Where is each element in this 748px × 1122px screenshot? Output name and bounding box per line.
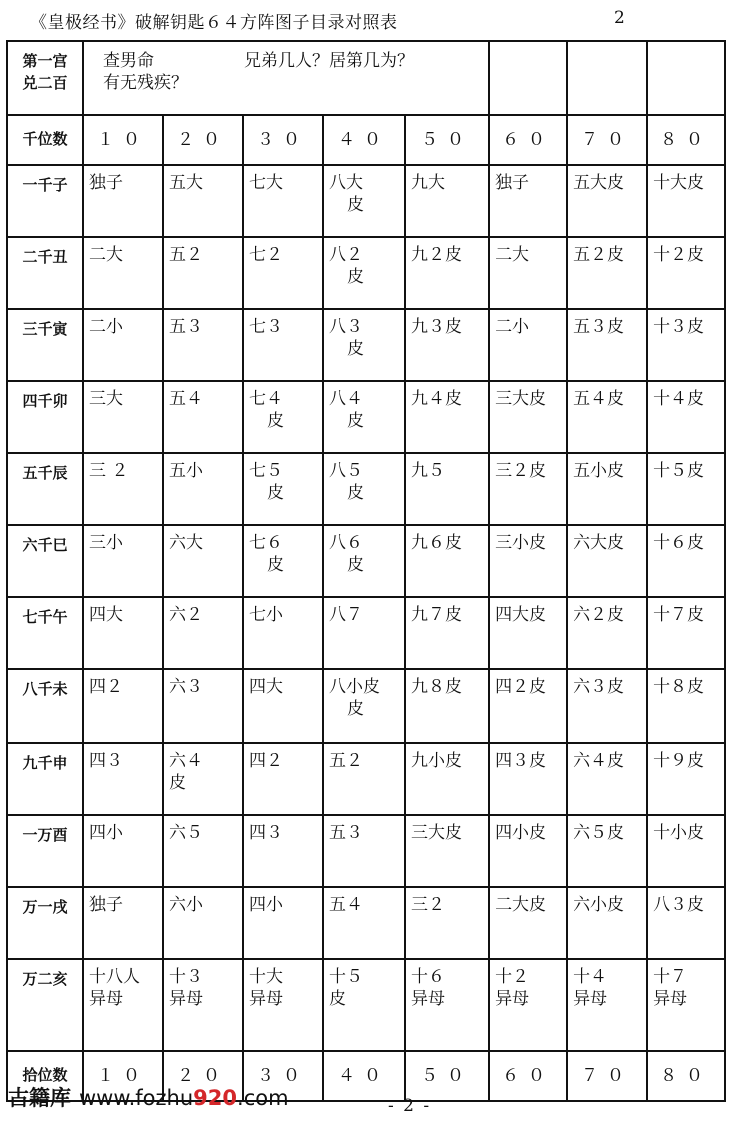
row-label: 八千未 <box>7 669 83 743</box>
cell-line: 四小 <box>89 823 123 843</box>
cell-line: 九６皮 <box>411 533 462 553</box>
cell-line: 五３ <box>329 823 363 843</box>
cell-line: 二大 <box>89 245 123 265</box>
grid-cell <box>323 597 405 669</box>
grid-cell <box>647 381 725 453</box>
page-number-top: 2 <box>614 8 625 28</box>
cell-line: 十４皮 <box>653 389 705 409</box>
cell-line: 十８皮 <box>653 677 705 697</box>
cell-line: 六３皮 <box>573 677 625 697</box>
grid-cell <box>243 525 323 597</box>
cell-line: 十４ <box>573 967 608 987</box>
grid-cell <box>647 743 725 815</box>
grid-cell <box>163 887 243 959</box>
row-label: 六千巳 <box>7 525 83 597</box>
grid-cell <box>489 887 567 959</box>
row-label: 三千寅 <box>7 309 83 381</box>
cell-line: 五３皮 <box>573 317 625 337</box>
cell-line: 十７ <box>653 967 688 987</box>
grid-row <box>7 959 725 1051</box>
scale-value: ５０ <box>405 115 489 165</box>
cell-line: 二大皮 <box>495 895 547 915</box>
cell-line: 十６皮 <box>653 533 705 553</box>
row-label: 四千卯 <box>7 381 83 453</box>
watermark-url-number: 920 <box>193 1086 238 1110</box>
watermark-url-prefix: www.fozhu <box>79 1086 194 1110</box>
grid-cell <box>323 743 405 815</box>
grid-cell <box>647 165 725 237</box>
grid-cell <box>647 525 725 597</box>
question-siblings: 兄弟几人？居第几为？ <box>244 51 414 71</box>
grid-cell <box>243 887 323 959</box>
grid-row <box>7 381 725 453</box>
scale-value: ４０ <box>323 115 405 165</box>
cell-line: 皮 <box>347 411 364 431</box>
row-label: 七千午 <box>7 597 83 669</box>
grid-cell <box>243 815 323 887</box>
grid-cell <box>647 959 725 1051</box>
cell-line: 四小 <box>249 895 283 915</box>
cell-line: 十５皮 <box>653 461 705 481</box>
cell-line: 皮 <box>329 989 346 1009</box>
grid-row <box>7 815 725 887</box>
cell-line: 异母 <box>89 989 123 1009</box>
cell-line: 异母 <box>573 989 608 1009</box>
grid-cell <box>83 237 163 309</box>
cell-line: 六小 <box>169 895 203 915</box>
row-label: 九千申 <box>7 743 83 815</box>
cell-line: 三大皮 <box>411 823 462 843</box>
cell-line: 五小皮 <box>573 461 625 481</box>
cell-line: 五２皮 <box>573 245 625 265</box>
grid-cell <box>489 743 567 815</box>
grid-cell <box>567 525 647 597</box>
cell-line: 六小皮 <box>573 895 625 915</box>
cell-line: 七大 <box>249 173 283 193</box>
grid-cell <box>405 669 489 743</box>
grid-cell <box>567 669 647 743</box>
page-number-bottom: - 2 - <box>388 1096 432 1116</box>
cell-line: 异母 <box>249 989 283 1009</box>
grid-cell <box>323 815 405 887</box>
cell-line: 二大 <box>495 245 530 265</box>
cell-line: 三小皮 <box>495 533 547 553</box>
site-watermark <box>8 1082 289 1112</box>
cell-line: 九４皮 <box>411 389 462 409</box>
cell-line: 六２皮 <box>573 605 625 625</box>
grid-cell <box>83 381 163 453</box>
grid-cell <box>405 453 489 525</box>
cell-line: 十７皮 <box>653 605 705 625</box>
grid-cell <box>323 381 405 453</box>
scale-value: ８０ <box>647 1051 725 1101</box>
grid-cell <box>489 669 567 743</box>
scale-value: ７０ <box>567 1051 647 1101</box>
cell-line: 八４ <box>329 389 363 409</box>
cell-line: 十９皮 <box>653 751 705 771</box>
grid-cell <box>567 815 647 887</box>
grid-cell <box>323 309 405 381</box>
watermark-url-suffix: .com <box>237 1086 289 1110</box>
grid-cell <box>243 453 323 525</box>
grid-cell <box>83 597 163 669</box>
scale-value: １０ <box>83 115 163 165</box>
cell-line: 七２ <box>249 245 283 265</box>
cell-line: 七３ <box>249 317 283 337</box>
cell-line: 七５ <box>249 461 283 481</box>
grid-cell <box>243 959 323 1051</box>
grid-cell <box>489 453 567 525</box>
cell-line: 九小皮 <box>411 751 462 771</box>
scale-value: ６０ <box>489 115 567 165</box>
cell-line: 六５皮 <box>573 823 625 843</box>
grid-cell <box>405 309 489 381</box>
grid-cell <box>405 887 489 959</box>
scale-value: ２０ <box>163 1051 243 1101</box>
cell-line: 九５ <box>411 461 445 481</box>
cell-line: 皮 <box>267 483 284 503</box>
grid-cell <box>489 815 567 887</box>
cell-line: 八２ <box>329 245 363 265</box>
cell-line: 十３ <box>169 967 203 987</box>
cell-line: 八３皮 <box>653 895 705 915</box>
page-title: 《皇极经书》破解钥匙６４方阵图子目录对照表 <box>30 13 398 33</box>
cell-line: 异母 <box>495 989 530 1009</box>
empty-cell <box>489 41 567 115</box>
empty-cell <box>567 41 647 115</box>
corner-label-line: 兑二百 <box>22 74 68 92</box>
grid-cell <box>489 309 567 381</box>
watermark-site-name: 古籍库 <box>8 1086 71 1110</box>
cell-line: 五２ <box>329 751 363 771</box>
grid-cell <box>243 309 323 381</box>
cell-line: 五大 <box>169 173 203 193</box>
grid-cell <box>243 237 323 309</box>
row-label: 万二亥 <box>7 959 83 1051</box>
grid-cell <box>83 669 163 743</box>
grid-row <box>7 165 725 237</box>
grid-cell <box>647 815 725 887</box>
scale-value: ３０ <box>243 115 323 165</box>
grid-cell <box>567 887 647 959</box>
cell-line: 异母 <box>653 989 688 1009</box>
grid-cell <box>567 237 647 309</box>
grid-cell <box>83 959 163 1051</box>
grid-cell <box>647 597 725 669</box>
grid-cell <box>323 165 405 237</box>
cell-line: 六４ <box>169 751 203 771</box>
cell-line: 独子 <box>89 895 123 915</box>
cell-line: 四２ <box>89 677 123 697</box>
cell-line: 十５ <box>329 967 363 987</box>
grid-cell <box>567 165 647 237</box>
grid-cell <box>567 381 647 453</box>
grid-cell <box>83 743 163 815</box>
cell-line: 皮 <box>267 411 284 431</box>
cell-line: 皮 <box>347 555 364 575</box>
cell-line: 皮 <box>347 483 364 503</box>
grid-cell <box>405 237 489 309</box>
cell-line: 六５ <box>169 823 203 843</box>
cell-line: 异母 <box>411 989 445 1009</box>
cell-line: 五大皮 <box>573 173 625 193</box>
grid-cell <box>163 743 243 815</box>
cell-line: 四３ <box>249 823 283 843</box>
grid-cell <box>243 669 323 743</box>
corner-label-line: 第一宫 <box>22 52 68 70</box>
grid-cell <box>405 597 489 669</box>
cell-line: 十６ <box>411 967 445 987</box>
cell-line: 皮 <box>267 555 284 575</box>
grid-cell <box>489 165 567 237</box>
grid-cell <box>489 381 567 453</box>
row-label: 一万酉 <box>7 815 83 887</box>
cell-line: 皮 <box>347 195 364 215</box>
scale-value: ５０ <box>405 1051 489 1101</box>
thousands-scale-row <box>7 115 725 165</box>
grid-cell <box>567 743 647 815</box>
cell-line: 十２皮 <box>653 245 705 265</box>
cell-line: 十大皮 <box>653 173 705 193</box>
cell-line: 四３ <box>89 751 123 771</box>
grid-cell <box>163 309 243 381</box>
grid-cell <box>323 669 405 743</box>
grid-cell <box>163 165 243 237</box>
row-label: 一千子 <box>7 165 83 237</box>
cell-line: 独子 <box>89 173 123 193</box>
grid-cell <box>405 525 489 597</box>
cell-line: 十大 <box>249 967 283 987</box>
grid-row <box>7 887 725 959</box>
cell-line: 五小 <box>169 461 203 481</box>
grid-cell <box>405 381 489 453</box>
question-row <box>7 41 725 115</box>
grid-row <box>7 309 725 381</box>
cell-line: 七小 <box>249 605 283 625</box>
cell-line: 八大 <box>329 173 363 193</box>
grid-cell <box>163 381 243 453</box>
grid-cell <box>243 743 323 815</box>
grid-cell <box>83 309 163 381</box>
tens-label: 拾位数 <box>7 1051 83 1101</box>
cell-line: 九３皮 <box>411 317 462 337</box>
cell-line: 五３ <box>169 317 203 337</box>
scale-value: ４０ <box>323 1051 405 1101</box>
cell-line: 七６ <box>249 533 283 553</box>
cell-line: 十八人 <box>89 967 140 987</box>
grid-row <box>7 743 725 815</box>
cell-line: 二小 <box>89 317 123 337</box>
grid-cell <box>323 525 405 597</box>
grid-cell <box>405 743 489 815</box>
cell-line: 九７皮 <box>411 605 462 625</box>
grid-cell <box>83 453 163 525</box>
grid-cell <box>323 237 405 309</box>
grid-cell <box>163 669 243 743</box>
grid-cell <box>163 525 243 597</box>
cell-line: 三小 <box>89 533 123 553</box>
grid-cell <box>323 959 405 1051</box>
cell-line: 四大 <box>249 677 283 697</box>
grid-cell <box>489 525 567 597</box>
scale-value: ７０ <box>567 115 647 165</box>
cell-line: 五４皮 <box>573 389 625 409</box>
cell-line: 九８皮 <box>411 677 462 697</box>
grid-cell <box>163 453 243 525</box>
grid-cell <box>647 453 725 525</box>
cell-line: 独子 <box>495 173 530 193</box>
cell-line: 五４ <box>169 389 203 409</box>
cell-line: 皮 <box>169 773 186 793</box>
cell-line: 四小皮 <box>495 823 547 843</box>
scale-value: ８０ <box>647 115 725 165</box>
grid-row <box>7 597 725 669</box>
cell-line: 三２ <box>411 895 445 915</box>
cell-line: 六２ <box>169 605 203 625</box>
grid-cell <box>405 815 489 887</box>
cell-line: 四大 <box>89 605 123 625</box>
grid-row <box>7 525 725 597</box>
grid-cell <box>567 597 647 669</box>
cell-line: 五４ <box>329 895 363 915</box>
grid-cell <box>405 165 489 237</box>
question-cell <box>83 41 489 115</box>
cell-line: 三２皮 <box>495 461 547 481</box>
grid-cell <box>323 887 405 959</box>
lookup-table <box>6 40 726 1102</box>
grid-cell <box>489 597 567 669</box>
cell-line: 二小 <box>495 317 530 337</box>
corner-label <box>7 41 83 115</box>
page-header <box>0 0 748 40</box>
cell-line: 皮 <box>347 267 364 287</box>
grid-cell <box>83 887 163 959</box>
question-disability: 有无残疾？ <box>103 73 188 93</box>
grid-cell <box>83 525 163 597</box>
cell-line: 八７ <box>329 605 363 625</box>
cell-line: 三大皮 <box>495 389 547 409</box>
row-label: 二千丑 <box>7 237 83 309</box>
grid-cell <box>567 453 647 525</box>
scale-value: ２０ <box>163 115 243 165</box>
cell-line: 异母 <box>169 989 203 1009</box>
cell-line: 七４ <box>249 389 283 409</box>
cell-line: 六３ <box>169 677 203 697</box>
grid-cell <box>489 959 567 1051</box>
cell-line: 四２皮 <box>495 677 547 697</box>
grid-cell <box>243 597 323 669</box>
grid-row <box>7 237 725 309</box>
grid-cell <box>243 165 323 237</box>
cell-line: 三大 <box>89 389 123 409</box>
cell-line: 六４皮 <box>573 751 625 771</box>
question-gender: 查男命 <box>103 51 154 71</box>
grid-cell <box>647 669 725 743</box>
cell-line: 八３ <box>329 317 363 337</box>
cell-line: 四２ <box>249 751 283 771</box>
grid-cell <box>567 309 647 381</box>
grid-cell <box>647 887 725 959</box>
cell-line: 十２ <box>495 967 530 987</box>
scale-value: ６０ <box>489 1051 567 1101</box>
grid-cell <box>323 453 405 525</box>
grid-cell <box>163 959 243 1051</box>
grid-cell <box>83 815 163 887</box>
grid-row <box>7 453 725 525</box>
cell-line: 三 ２ <box>89 461 129 481</box>
cell-line: 六大 <box>169 533 203 553</box>
grid-cell <box>567 959 647 1051</box>
cell-line: 十３皮 <box>653 317 705 337</box>
row-label: 万一戌 <box>7 887 83 959</box>
thousands-label: 千位数 <box>7 115 83 165</box>
cell-line: 皮 <box>347 339 364 359</box>
cell-line: 八５ <box>329 461 363 481</box>
cell-line: 五２ <box>169 245 203 265</box>
grid-row <box>7 669 725 743</box>
grid-cell <box>647 237 725 309</box>
scale-value: ３０ <box>243 1051 323 1101</box>
cell-line: 四大皮 <box>495 605 547 625</box>
cell-line: 六大皮 <box>573 533 625 553</box>
cell-line: 八小皮 <box>329 677 380 697</box>
grid-cell <box>163 597 243 669</box>
scale-value: １０ <box>83 1051 163 1101</box>
grid-cell <box>405 959 489 1051</box>
grid-cell <box>83 165 163 237</box>
grid-cell <box>163 237 243 309</box>
cell-line: 九２皮 <box>411 245 462 265</box>
grid-cell <box>489 237 567 309</box>
cell-line: 四３皮 <box>495 751 547 771</box>
grid-cell <box>243 381 323 453</box>
cell-line: 十小皮 <box>653 823 705 843</box>
cell-line: 皮 <box>347 699 364 719</box>
grid-cell <box>647 309 725 381</box>
cell-line: 八６ <box>329 533 363 553</box>
empty-cell <box>647 41 725 115</box>
grid-cell <box>163 815 243 887</box>
cell-line: 九大 <box>411 173 445 193</box>
row-label: 五千辰 <box>7 453 83 525</box>
